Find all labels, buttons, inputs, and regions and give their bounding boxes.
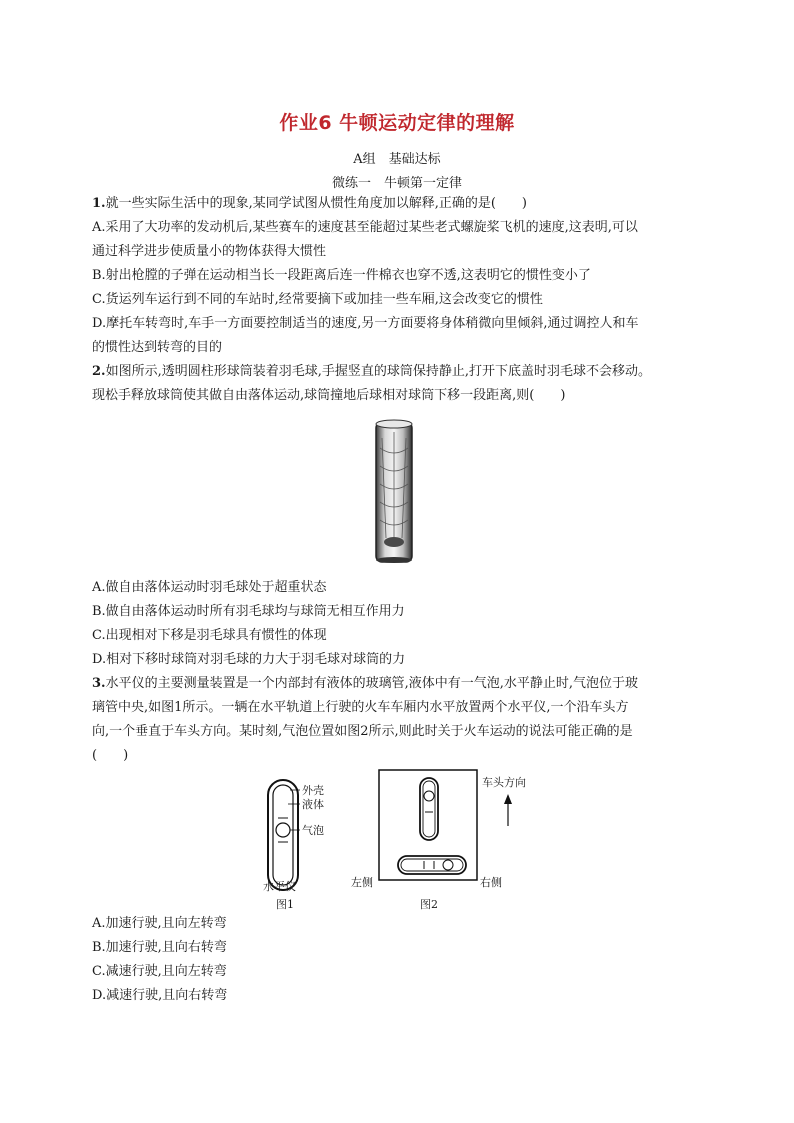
q1-option-a-line2: 通过科学进步使质量小的物体获得大惯性 [92, 244, 327, 259]
label-shell: 外壳 [302, 784, 324, 797]
q1-option-a-line1: A.采用了大功率的发动机后,某些赛车的速度甚至能超过某些老式螺旋桨飞机的速度,这表明,可以 [92, 220, 638, 235]
badminton-tube-figure [372, 418, 416, 570]
label-left-side: 左侧 [351, 876, 373, 889]
group-heading: A组 基础达标 [353, 152, 441, 167]
q1-option-b: B.射出枪膛的子弹在运动相当长一段距离后连一件棉衣也穿不透,这表明它的惯性变小了 [92, 268, 591, 283]
q3-stem-line2: 璃管中央,如图1所示。一辆在水平轨道上行驶的火车车厢内水平放置两个水平仪,一个沿车头方 [92, 700, 629, 715]
q2-stem-line1 [92, 363, 651, 381]
q2-option-d: D.相对下移时球筒对羽毛球的力大于羽毛球对球筒的力 [92, 652, 406, 667]
q2-option-a: A.做自由落体运动时羽毛球处于超重状态 [92, 580, 327, 595]
q3-stem-text-1: 水平仪的主要测量装置是一个内部封有液体的玻璃管,液体中有一气泡,水平静止时,气泡位于玻 [105, 676, 638, 691]
label-figure1: 图1 [276, 898, 294, 911]
q1-number: 1. [92, 196, 106, 211]
label-figure2: 图2 [420, 898, 438, 911]
q3-stem-line1 [92, 675, 638, 693]
q2-option-b: B.做自由落体运动时所有羽毛球均与球筒无相互作用力 [92, 604, 405, 619]
q2-stem-text-1: 如图所示,透明圆柱形球筒装着羽毛球,手握竖直的球筒保持静止,打开下底盖时羽毛球不会移动。 [105, 364, 651, 379]
page-title: 作业6 牛顿运动定律的理解 [279, 112, 515, 134]
q1-stem-text: 就一些实际生活中的现象,某同学试图从惯性角度加以解释,正确的是( ) [105, 196, 527, 211]
label-liquid: 液体 [302, 798, 324, 811]
q3-option-d: D.减速行驶,且向右转弯 [92, 988, 228, 1003]
q3-stem-line4: ( ) [92, 748, 129, 763]
label-bubble: 气泡 [302, 824, 324, 837]
label-train-heading: 车头方向 [482, 776, 526, 789]
q2-option-c: C.出现相对下移是羽毛球具有惯性的体现 [92, 628, 327, 643]
q3-option-b: B.加速行驶,且向右转弯 [92, 940, 227, 955]
q3-option-c: C.减速行驶,且向左转弯 [92, 964, 227, 979]
q3-option-a: A.加速行驶,且向左转弯 [92, 916, 227, 931]
q3-stem-line3: 向,一个垂直于车头方向。某时刻,气泡位置如图2所示,则此时关于火车运动的说法可能正确的是 [92, 724, 633, 739]
q1-option-d-line1: D.摩托车转弯时,车手一方面要控制适当的速度,另一方面要将身体稍微向里倾斜,通过调控人和车 [92, 316, 639, 331]
q2-number: 2. [92, 364, 106, 379]
section-heading: 微练一 牛顿第一定律 [331, 176, 462, 191]
q1-stem [92, 195, 527, 213]
figure2-box [379, 770, 477, 880]
q1-option-c: C.货运列车运行到不同的车站时,经常要摘下或加挂一些车厢,这会改变它的惯性 [92, 292, 543, 307]
q2-stem-line2: 现松手释放球筒使其做自由落体运动,球筒撞地后球相对球筒下移一段距离,则( ) [92, 388, 566, 403]
figure1-spirit-level [268, 780, 300, 890]
label-right-side: 右侧 [480, 876, 502, 889]
arrow-up-icon [504, 794, 512, 826]
q1-option-d-line2: 的惯性达到转弯的目的 [92, 340, 223, 355]
q3-number: 3. [92, 676, 106, 691]
spirit-level-figure [258, 768, 538, 920]
label-spirit-level: 水平仪 [263, 880, 296, 893]
